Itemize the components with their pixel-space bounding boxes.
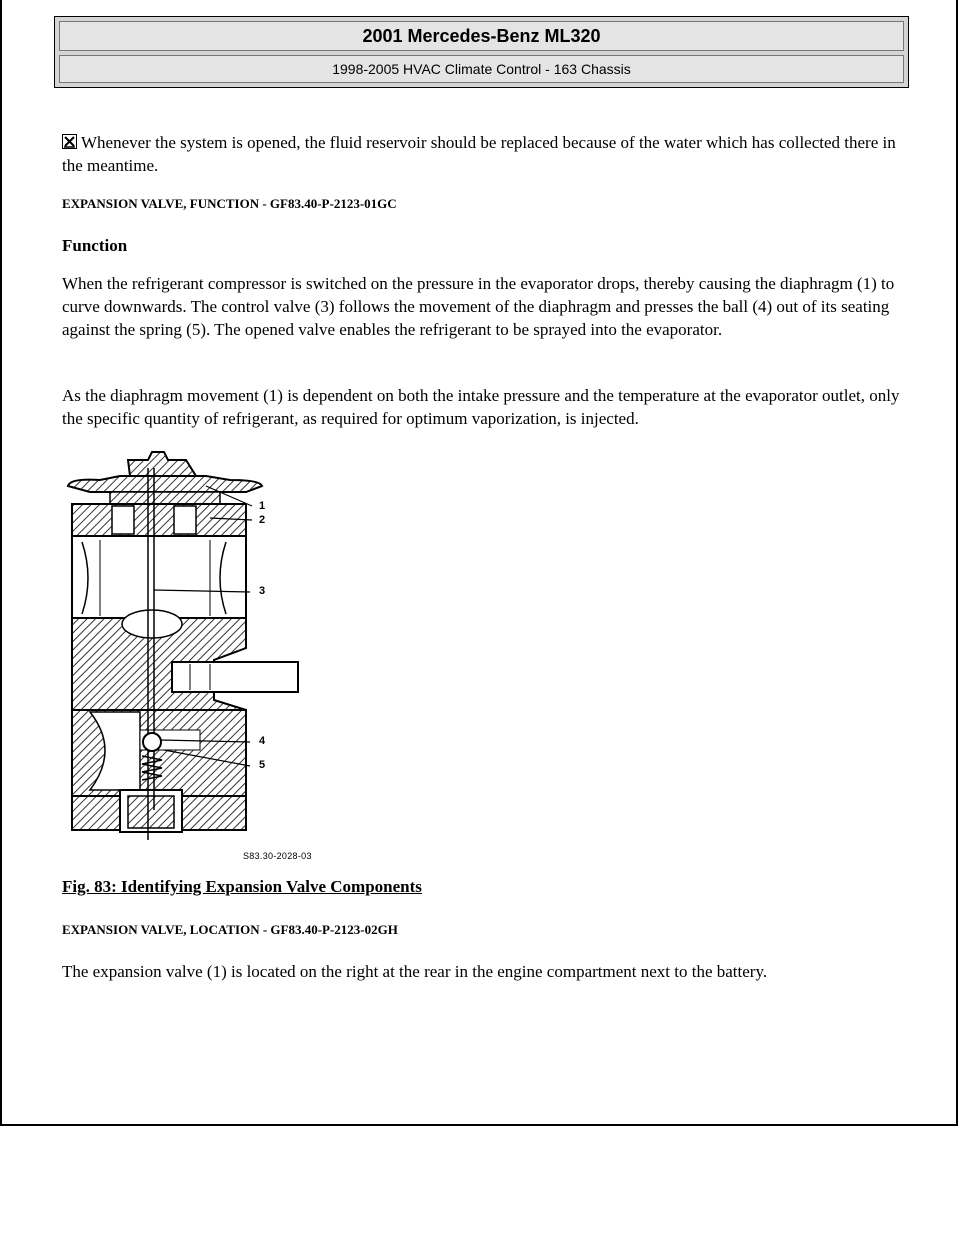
section-heading-function: EXPANSION VALVE, FUNCTION - GF83.40-P-2123-01GC xyxy=(62,196,397,211)
callout-4: 4 xyxy=(259,735,266,747)
callout-1: 1 xyxy=(259,500,266,512)
document-header xyxy=(54,16,909,88)
document-title: 2001 Mercedes-Benz ML320 xyxy=(59,21,904,51)
callout-3: 3 xyxy=(259,585,266,597)
caution-icon xyxy=(62,134,77,149)
paragraph-function-2: As the diaphragm movement (1) is dependent on both the intake pressure and the temperature at the evaporator outlet, only the specific quantity of refrigerant, as required for optimum vaporization, is injected. xyxy=(62,386,900,428)
section-heading-location: EXPANSION VALVE, LOCATION - GF83.40-P-2123-02GH xyxy=(62,922,398,937)
callout-5: 5 xyxy=(259,759,266,771)
figure-caption: Fig. 83: Identifying Expansion Valve Components xyxy=(62,877,422,896)
expansion-valve-diagram xyxy=(60,450,350,870)
paragraph-function-1: When the refrigerant compressor is switched on the pressure in the evaporator drops, thereby causing the diaphragm (1) to curve downwards. The control valve (3) follows the movement of the diaphragm and presses the ball (4) out of its seating against the spring (5). The opened valve enables the refrigerant to be sprayed into the evaporator. xyxy=(62,274,895,339)
caution-text: Whenever the system is opened, the fluid reservoir should be replaced because of the water which has collected there in the meantime. xyxy=(62,133,896,175)
subheading-function: Function xyxy=(62,236,128,255)
figure-id: S83.30-2028-03 xyxy=(243,851,312,861)
paragraph-location: The expansion valve (1) is located on the right at the rear in the engine compartment next to the battery. xyxy=(62,962,768,981)
callout-2: 2 xyxy=(259,514,266,526)
document-subtitle: 1998-2005 HVAC Climate Control - 163 Chassis xyxy=(59,55,904,83)
caution-note xyxy=(62,131,908,177)
